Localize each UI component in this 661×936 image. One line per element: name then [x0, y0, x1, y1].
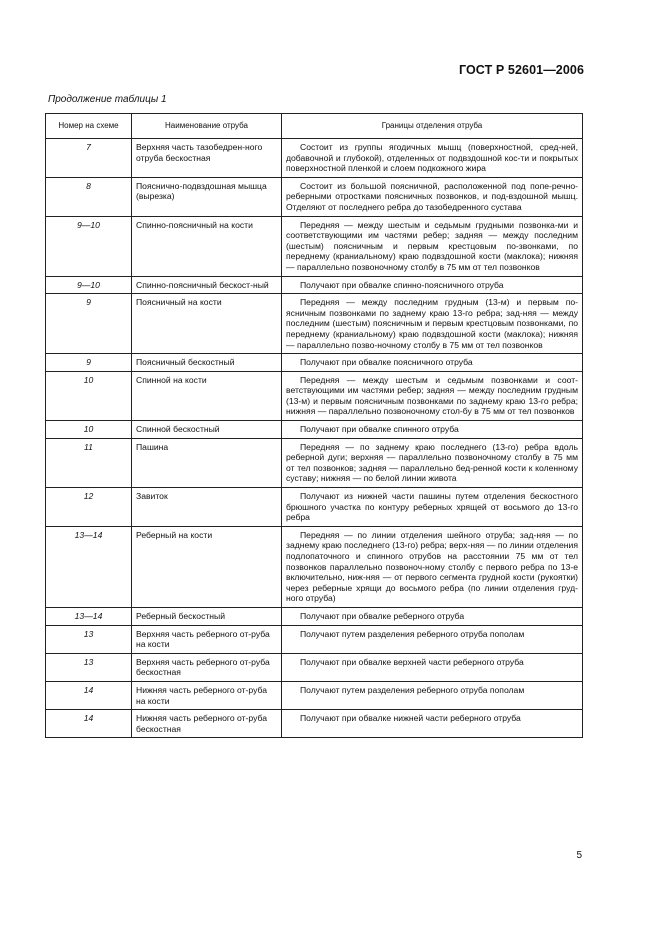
cell-cut-boundaries: [282, 294, 583, 354]
table-row: [46, 710, 583, 738]
cell-cut-name: Спинной бескостный: [132, 421, 282, 439]
boundaries-text: Получают при обвалке реберного отруба: [300, 610, 465, 621]
cell-cut-name: Пояснично-подвздошная мышца (вырезка): [132, 177, 282, 216]
cell-cut-boundaries: [282, 371, 583, 420]
boundaries-text: Состоит из большой поясничной, расположенной под попе-речно-реберными отростками поясничных позвонков, и под-вздошной мышц. Отделяют от последнего ребра до тазобедренного сустава: [286, 180, 578, 212]
table-row: [46, 681, 583, 709]
cell-scheme-number: 7: [46, 139, 132, 178]
cell-cut-name: Пашина: [132, 438, 282, 487]
document-code: ГОСТ Р 52601—2006: [458, 63, 584, 77]
boundaries-text: Передняя — по линии отделения шейного отруба; зад-няя — по заднему краю последнего (13-го) ребра; верх-няя — по линии отделения подлопаточного и спинного отрубов на расстоянии 75 мм от тел позвонков параллельно позвоноч-ному столбу с первого ребра по 13-е включительно, ниж-няя — от первого сегмента грудной кости (рукоятки) через реберные хрящи до восьмого ребра (по линии отделения груд-ного отруба): [286, 529, 578, 604]
cell-cut-name: Верхняя часть тазобедрен-ного отруба бескостная: [132, 139, 282, 178]
table-row: [46, 177, 583, 216]
cell-cut-boundaries: [282, 710, 583, 738]
cuts-table: [45, 113, 583, 738]
boundaries-text: Состоит из группы ягодичных мышц (поверхностной, сред-ней, добавочной и глубокой), отделенных от подвздошной кос-ти и покрытых поверхностной пленкой и слоем подкожного жира: [286, 142, 578, 174]
boundaries-text: Передняя — по заднему краю последнего (13-го) ребра вдоль реберной дуги; верхняя — параллельно позвоночному столбу в 75 мм от тел позвонков; задняя — параллельно бед-ренной кости к коленному суставу; нижняя — по белой линии живота: [286, 441, 578, 484]
column-header-bounds: Границы отделения отруба: [282, 114, 583, 139]
cell-cut-boundaries: [282, 354, 583, 372]
table-row: [46, 216, 583, 276]
cell-cut-boundaries: [282, 276, 583, 294]
cell-cut-name: Нижняя часть реберного от-руба на кости: [132, 681, 282, 709]
cell-cut-name: Поясничный на кости: [132, 294, 282, 354]
boundaries-text: Передняя — между шестым и седьмым грудными позвонка-ми и соответствующими им частями ребер; задняя — между последним (шестым) поясничным и первым крестцовым по-звонками, по переднему (краниальному) краю подвздошной кости (маклока); нижняя — параллельно позвоночному столбу в 75 мм от тел позвонков: [286, 219, 578, 272]
boundaries-text: Получают при обвалке нижней части реберного отруба: [300, 713, 521, 724]
cell-cut-boundaries: [282, 216, 583, 276]
cell-cut-boundaries: [282, 488, 583, 527]
boundaries-text: Получают при обвалке верхней части реберного отруба: [300, 656, 524, 667]
cell-scheme-number: 13: [46, 653, 132, 681]
cell-scheme-number: 14: [46, 681, 132, 709]
cell-cut-name: Реберный бескостный: [132, 607, 282, 625]
cell-scheme-number: 13—14: [46, 526, 132, 607]
cell-scheme-number: 10: [46, 371, 132, 420]
column-header-number: Номер на схеме: [46, 114, 132, 139]
table-header: [46, 114, 583, 139]
cell-scheme-number: 11: [46, 438, 132, 487]
boundaries-text: Передняя — между шестым и седьмым позвонками и соот-ветствующими им частями ребер; задняя — между последним грудным (13-м) и первым поясничным позвонками по заднему краю 13-го ребра; нижняя — параллельно позвоночному стол-бу в 75 мм от тел позвонков: [286, 374, 578, 417]
cell-cut-name: Спинной на кости: [132, 371, 282, 420]
cell-cut-name: Верхняя часть реберного от-руба на кости: [132, 625, 282, 653]
cell-cut-name: Верхняя часть реберного от-руба бескостная: [132, 653, 282, 681]
cell-cut-boundaries: [282, 177, 583, 216]
cell-scheme-number: 10: [46, 421, 132, 439]
cell-cut-boundaries: [282, 421, 583, 439]
cell-cut-name: Спинно-поясничный на кости: [132, 216, 282, 276]
cell-scheme-number: 13: [46, 625, 132, 653]
table-row: [46, 276, 583, 294]
cell-cut-boundaries: [282, 625, 583, 653]
table-row: [46, 371, 583, 420]
cell-cut-boundaries: [282, 438, 583, 487]
table-row: [46, 438, 583, 487]
boundaries-text: Получают путем разделения реберного отруба пополам: [300, 684, 525, 695]
cell-cut-boundaries: [282, 653, 583, 681]
cell-cut-name: Реберный на кости: [132, 526, 282, 607]
table-caption: Продолжение таблицы 1: [48, 94, 167, 105]
cell-scheme-number: 9: [46, 354, 132, 372]
boundaries-text: Получают из нижней части пашины путем отделения бескостного брюшного участка по контуру реберных хрящей от восьмого до 13-го ребра: [286, 491, 578, 523]
boundaries-text: Получают путем разделения реберного отруба пополам: [300, 628, 525, 639]
column-header-name: Наименование отруба: [132, 114, 282, 139]
table-row: [46, 653, 583, 681]
table-row: [46, 354, 583, 372]
table-row: [46, 625, 583, 653]
page-number: 5: [576, 850, 582, 861]
boundaries-text: Передняя — между последним грудным (13-м) и первым по-ясничным позвонками по заднему краю 13-го ребра; зад-няя — между последним (шестым) поясничным и первым крестцовым позвонками, по переднему (краниальному) краю подвздошной кости (маклока); нижняя — параллельно позво-ночному столбу в 75 мм от тел позвонков: [286, 297, 578, 350]
table-row: [46, 526, 583, 607]
boundaries-text: Получают при обвалке спинного отруба: [300, 424, 459, 435]
cell-cut-boundaries: [282, 607, 583, 625]
table-body: [46, 139, 583, 738]
cell-scheme-number: 14: [46, 710, 132, 738]
cell-cut-name: Завиток: [132, 488, 282, 527]
cell-scheme-number: 12: [46, 488, 132, 527]
table-row: [46, 607, 583, 625]
cell-cut-name: Поясничный бескостный: [132, 354, 282, 372]
cell-scheme-number: 9: [46, 294, 132, 354]
cell-cut-boundaries: [282, 681, 583, 709]
table-row: [46, 294, 583, 354]
cell-scheme-number: 9—10: [46, 276, 132, 294]
table-row: [46, 139, 583, 178]
boundaries-text: Получают при обвалке спинно-поясничного отруба: [300, 279, 504, 290]
table-row: [46, 488, 583, 527]
table-row: [46, 421, 583, 439]
cell-cut-boundaries: [282, 139, 583, 178]
cell-scheme-number: 13—14: [46, 607, 132, 625]
cell-cut-name: Спинно-поясничный бескост-ный: [132, 276, 282, 294]
cell-scheme-number: 9—10: [46, 216, 132, 276]
cell-cut-name: Нижняя часть реберного от-руба бескостная: [132, 710, 282, 738]
boundaries-text: Получают при обвалке поясничного отруба: [300, 357, 473, 368]
cell-cut-boundaries: [282, 526, 583, 607]
cell-scheme-number: 8: [46, 177, 132, 216]
